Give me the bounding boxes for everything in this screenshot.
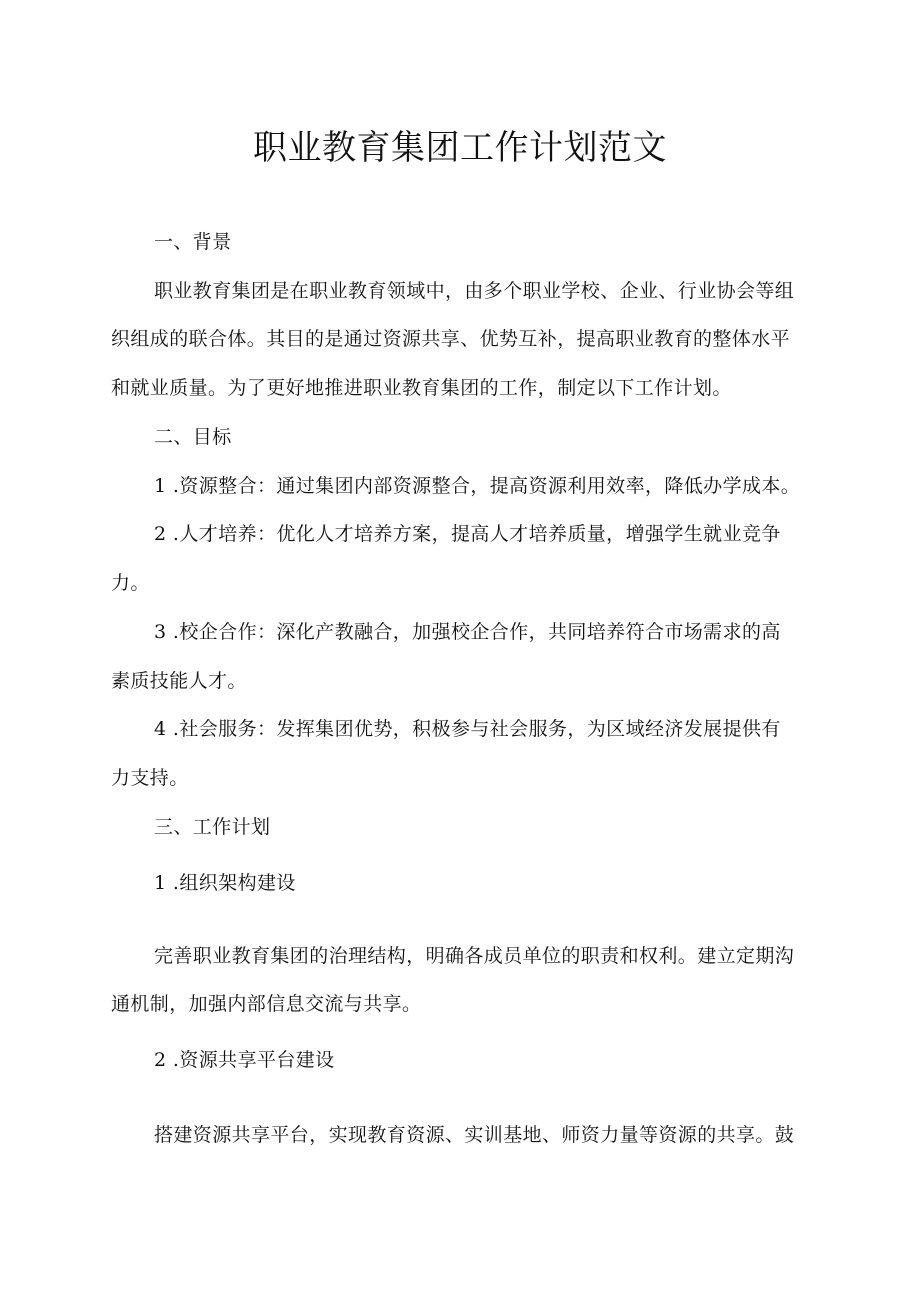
section-heading-goals: 二、目标 [154, 426, 232, 448]
list-item-line: 力支持。 [111, 767, 189, 789]
list-item-line: 2 .人才培养：优化人才培养方案，提高人才培养质量，增强学生就业竞争 [154, 523, 781, 545]
paragraph-line: 和就业质量。为了更好地推进职业教育集团的工作，制定以下工作计划。 [111, 377, 732, 399]
subsection-heading: 1 .组织架构建设 [154, 872, 296, 894]
subsection-heading: 2 .资源共享平台建设 [154, 1049, 335, 1071]
paragraph-line: 职业教育集团是在职业教育领域中，由多个职业学校、企业、行业协会等组 [154, 280, 795, 302]
paragraph-line: 完善职业教育集团的治理结构，明确各成员单位的职责和权利。建立定期沟 [154, 945, 795, 967]
list-item-line: 力。 [111, 572, 150, 594]
document-title: 职业教育集团工作计划范文 [253, 128, 667, 168]
section-heading-work-plan: 三、工作计划 [154, 816, 271, 838]
list-item-line: 1 .资源整合：通过集团内部资源整合，提高资源利用效率，降低办学成本。 [154, 475, 801, 497]
paragraph-line: 织组成的联合体。其目的是通过资源共享、优势互补，提高职业教育的整体水平 [111, 328, 791, 350]
section-heading-background: 一、背景 [154, 231, 232, 253]
list-item-line: 素质技能人才。 [111, 670, 247, 692]
list-item-line: 4 .社会服务：发挥集团优势，积极参与社会服务，为区域经济发展提供有 [154, 718, 781, 740]
paragraph-line: 通机制，加强内部信息交流与共享。 [111, 993, 422, 1015]
list-item-line: 3 .校企合作：深化产教融合，加强校企合作，共同培养符合市场需求的高 [154, 621, 781, 643]
paragraph-line: 搭建资源共享平台，实现教育资源、实训基地、师资力量等资源的共享。鼓 [154, 1124, 795, 1146]
